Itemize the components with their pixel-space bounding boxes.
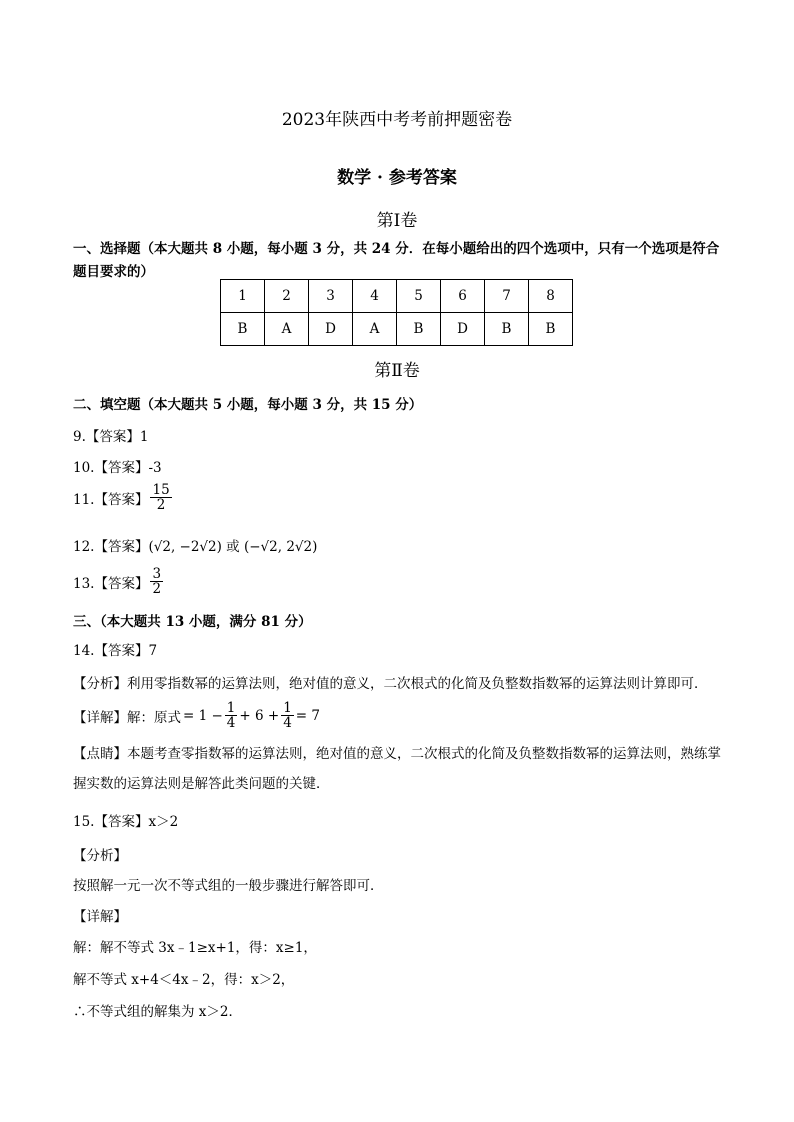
q15-detail-label: 【详解】 (73, 909, 127, 925)
question-number-cell: 1 (221, 280, 265, 313)
answer-q15 (73, 810, 178, 830)
part-two-heading: 第Ⅱ卷 (374, 361, 420, 381)
section-one-heading-line2: 题目要求的） (73, 264, 154, 280)
answer-cell: A (353, 313, 397, 346)
answer-q9 (73, 425, 148, 445)
question-number-cell: 2 (265, 280, 309, 313)
question-number-cell: 4 (353, 280, 397, 313)
answer-q14 (73, 639, 157, 659)
answer-label: 13.【答案】 (73, 575, 149, 592)
answer-value: -3 (148, 460, 162, 476)
fraction-numerator: 1 (226, 700, 236, 716)
question-number-cell: 5 (397, 280, 441, 313)
answer-label: 9.【答案】 (73, 429, 140, 445)
fraction-denominator: 2 (152, 581, 162, 598)
answer-q13 (73, 567, 165, 596)
question-number-cell: 8 (529, 280, 573, 313)
multiple-choice-answer-table (220, 279, 573, 346)
answer-cell: D (441, 313, 485, 346)
fraction (225, 701, 238, 730)
question-number-row (221, 280, 573, 313)
q15-analysis-label: 【分析】 (73, 848, 127, 864)
answer-value: 7 (148, 643, 158, 659)
part-one-heading: 第Ⅰ卷 (376, 211, 418, 231)
question-number-cell: 3 (309, 280, 353, 313)
answer-label: 11.【答案】 (73, 491, 149, 508)
exam-title: 2023年陕西中考考前押题密卷 (281, 110, 513, 130)
q14-comment: 【点睛】本题考查零指数幂的运算法则，绝对值的意义，二次根式的化简及负整数指数幂的运算法则，熟练掌握实数的运算法则是解答此类问题的关键． (73, 746, 721, 792)
fraction (150, 567, 163, 596)
formula-part: = 7 (295, 707, 320, 724)
q14-detail (73, 701, 320, 730)
fraction-denominator: 4 (283, 715, 292, 732)
detail-label: 【详解】解：原式 (73, 709, 181, 726)
answer-value: x＞2 (148, 814, 179, 830)
section-three-heading: 三、（本大题共 13 小题，满分 81 分） (73, 614, 312, 630)
answer-row (221, 313, 573, 346)
question-number-cell: 7 (485, 280, 529, 313)
answer-q11 (73, 483, 174, 512)
answer-q12 (73, 535, 317, 555)
answer-label: 12.【答案】 (73, 539, 149, 555)
fraction (281, 701, 294, 730)
answer-cell: B (529, 313, 573, 346)
formula-part: = 1 − (183, 707, 223, 724)
section-two-heading: 二、填空题（本大题共 5 小题，每小题 3 分，共 15 分） (73, 397, 423, 413)
answer-cell: D (309, 313, 353, 346)
answer-label: 10.【答案】 (73, 460, 149, 476)
q15-step-2: 解不等式 x+4＜4x﹣2，得：x＞2， (73, 972, 295, 988)
answer-key-subtitle: 数学 · 参考答案 (337, 168, 457, 188)
q14-analysis: 【分析】利用零指数幂的运算法则，绝对值的意义，二次根式的化简及负整数指数幂的运算法则计算即可． (73, 676, 708, 692)
section-one-heading-line1: 一、选择题（本大题共 8 小题，每小题 3 分，共 24 分．在每小题给出的四个选项中，只有一个选项是符合 (73, 241, 720, 257)
fraction-numerator: 15 (152, 482, 170, 498)
formula-part: + 6 + (239, 707, 280, 724)
fraction-denominator: 2 (156, 497, 166, 514)
answer-cell: B (485, 313, 529, 346)
answer-q10 (73, 456, 162, 476)
answer-label: 15.【答案】 (73, 814, 149, 830)
answer-label: 14.【答案】 (73, 643, 149, 659)
question-number-cell: 6 (441, 280, 485, 313)
q15-analysis: 按照解一元一次不等式组的一般步骤进行解答即可． (73, 878, 384, 894)
fraction-denominator: 4 (226, 715, 236, 732)
answer-cell: A (265, 313, 309, 346)
fraction (150, 483, 171, 512)
fraction-numerator: 1 (283, 700, 292, 716)
answer-cell: B (221, 313, 265, 346)
fraction-numerator: 3 (152, 566, 162, 582)
q15-step-3: ∴不等式组的解集为 x＞2． (73, 1004, 242, 1020)
q15-step-1: 解：解不等式 3x﹣1≥x+1，得：x≥1， (73, 940, 317, 956)
answer-value: 1 (139, 429, 149, 445)
answer-cell: B (397, 313, 441, 346)
answer-value: (√2, −2√2) 或 (−√2, 2√2) (148, 539, 318, 555)
